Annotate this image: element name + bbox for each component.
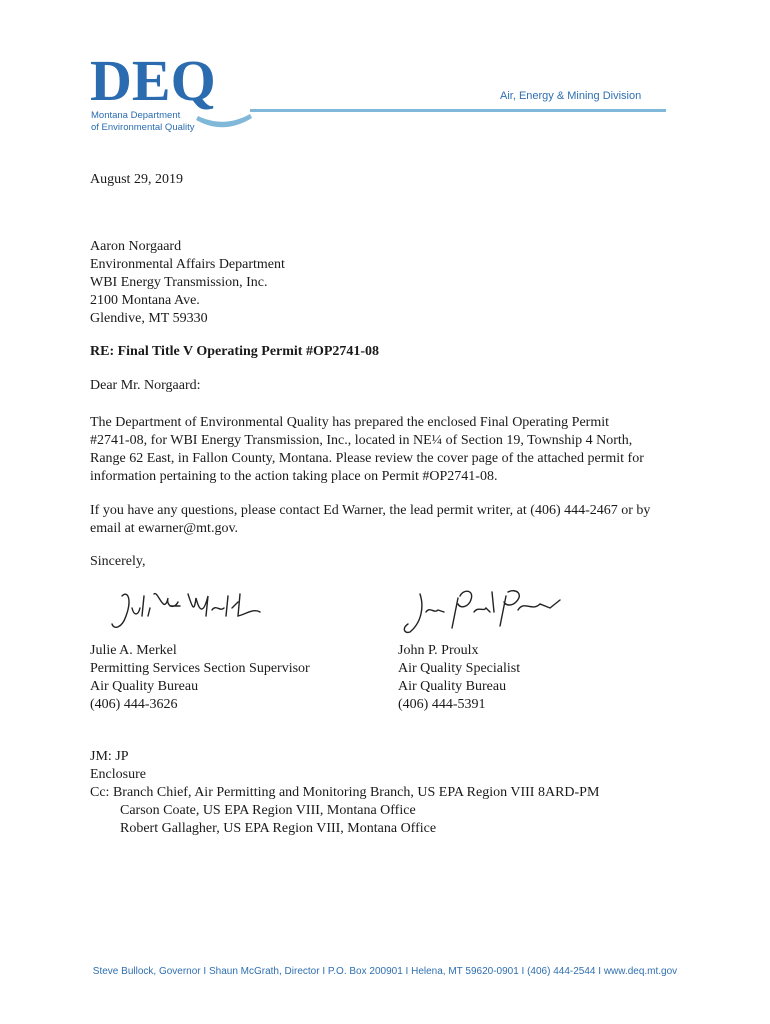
logo-wordmark: DEQ	[90, 50, 216, 113]
address-line: WBI Energy Transmission, Inc.	[90, 275, 268, 290]
signature-proulx	[400, 582, 565, 637]
signature-phone: (406) 444-5391	[398, 697, 486, 712]
address-line: Glendive, MT 59330	[90, 311, 208, 326]
address-line: Environmental Affairs Department	[90, 257, 285, 272]
signature-merkel	[108, 586, 268, 636]
signature-name: Julie A. Merkel	[90, 643, 177, 658]
address-line: Aaron Norgaard	[90, 239, 182, 254]
body-paragraph-2	[90, 502, 650, 538]
cc-line: Cc: Branch Chief, Air Permitting and Monitoring Branch, US EPA Region VIII 8ARD-PM	[90, 785, 600, 800]
cc-line: Carson Coate, US EPA Region VIII, Montana Office	[120, 803, 416, 818]
letter-date: August 29, 2019	[90, 172, 183, 187]
paragraph-line: email at ewarner@mt.gov.	[90, 521, 239, 536]
recipient-address	[90, 238, 285, 328]
subject-line: RE: Final Title V Operating Permit #OP2741-08	[90, 344, 380, 359]
signature-name: John P. Proulx	[398, 643, 479, 658]
deq-logo-graphic	[90, 50, 260, 136]
salutation: Dear Mr. Norgaard:	[90, 378, 201, 393]
signature-title: Permitting Services Section Supervisor	[90, 661, 310, 676]
signature-bureau: Air Quality Bureau	[90, 679, 199, 694]
paragraph-line: The Department of Environmental Quality has prepared the enclosed Final Operating Permit	[90, 415, 610, 430]
header-rule	[250, 109, 666, 112]
paragraph-line: information pertaining to the action taking place on Permit #OP2741-08.	[90, 469, 498, 484]
signature-bureau: Air Quality Bureau	[398, 679, 507, 694]
signature-phone: (406) 444-3626	[90, 697, 178, 712]
enclosure-note: Enclosure	[90, 767, 146, 782]
cc-line: Robert Gallagher, US EPA Region VIII, Montana Office	[120, 821, 437, 836]
paragraph-line: Range 62 East, in Fallon County, Montana. Please review the cover page of the attached permit for	[90, 451, 644, 466]
deq-logo	[90, 50, 260, 136]
letterhead-footer: Steve Bullock, Governor I Shaun McGrath, Director I P.O. Box 200901 I Helena, MT 59620-0901 I (406) 444-2544 I www.deq.mt.gov	[92, 966, 678, 977]
division-name: Air, Energy & Mining Division	[500, 90, 642, 102]
logo-subtitle-2: of Environmental Quality	[91, 122, 195, 133]
body-paragraph-1	[90, 414, 644, 486]
signature-title: Air Quality Specialist	[398, 661, 521, 676]
signature-block-merkel	[90, 642, 310, 714]
signature-block-proulx	[398, 642, 520, 714]
logo-subtitle-1: Montana Department	[91, 110, 181, 121]
distribution-block	[90, 748, 599, 838]
address-line: 2100 Montana Ave.	[90, 293, 200, 308]
reference-initials: JM: JP	[90, 749, 129, 764]
paragraph-line: #2741-08, for WBI Energy Transmission, Inc., located in NE¼ of Section 19, Township 4 North,	[90, 433, 633, 448]
paragraph-line: If you have any questions, please contact Ed Warner, the lead permit writer, at (406) 444-2467 or by	[90, 503, 651, 518]
closing: Sincerely,	[90, 554, 146, 569]
